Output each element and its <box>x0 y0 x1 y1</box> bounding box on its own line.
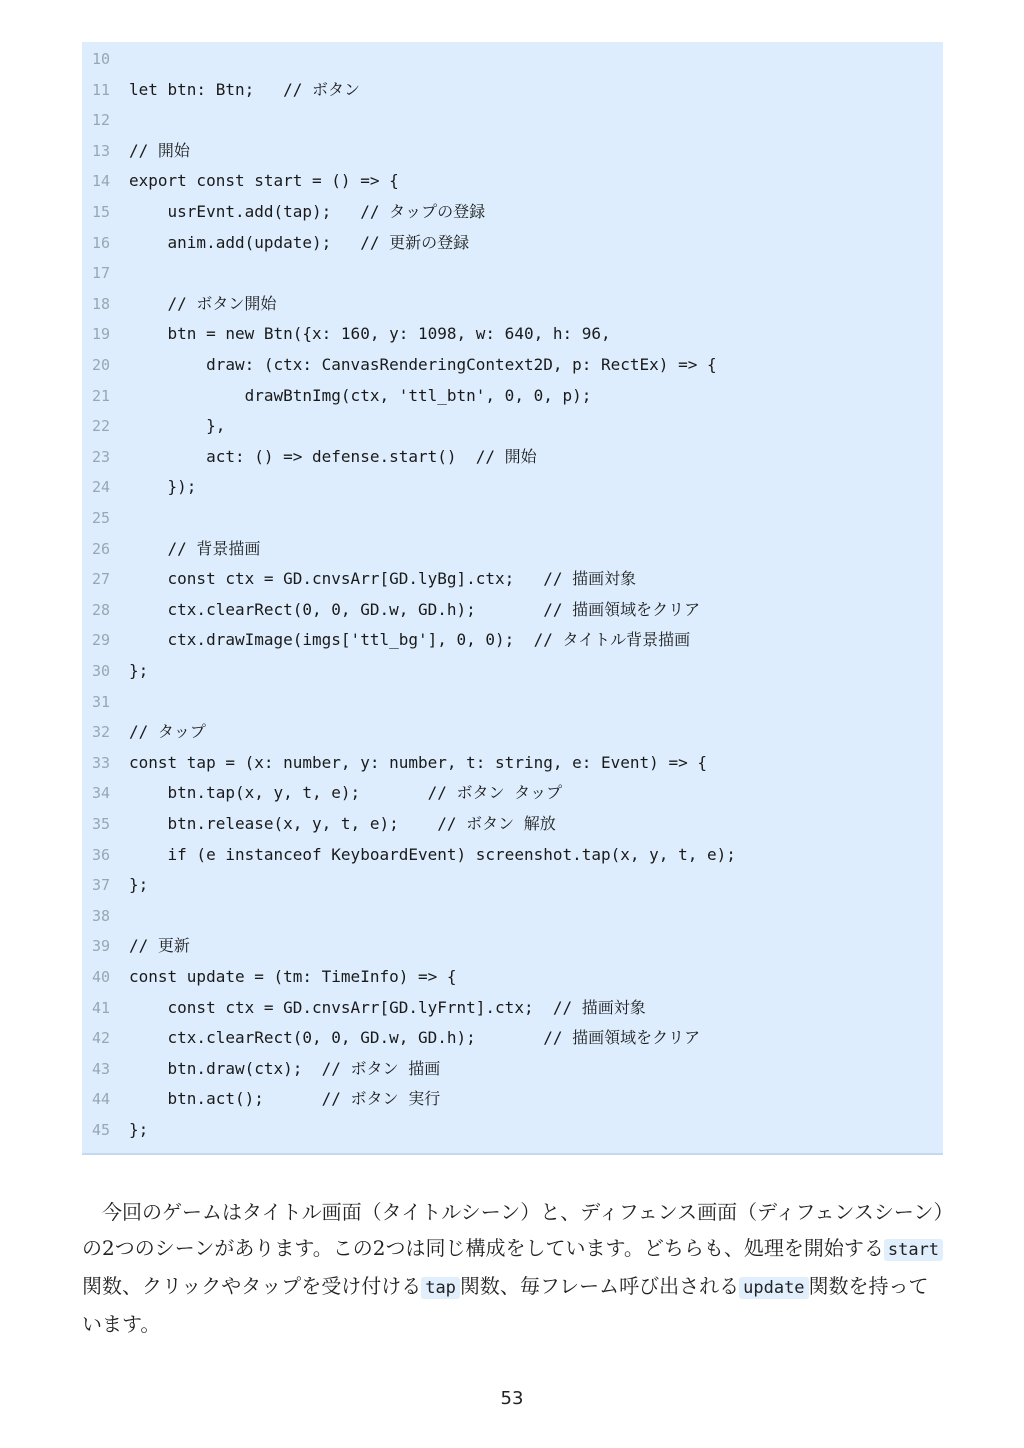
code-text: // ボタン開始 <box>129 293 277 313</box>
line-number: 37 <box>92 876 111 895</box>
code-text: anim.add(update); // 更新の登録 <box>129 232 470 252</box>
line-number: 30 <box>92 662 111 680</box>
line-number: 14 <box>92 172 111 191</box>
line-number: 27 <box>92 570 111 589</box>
code-line <box>82 595 943 625</box>
code-text: ctx.clearRect(0, 0, GD.w, GD.h); // 描画領域をクリア <box>129 1028 701 1048</box>
paragraph-text: 関数、毎フレーム呼び出される <box>459 1274 740 1298</box>
line-number: 17 <box>92 264 111 283</box>
line-number: 44 <box>92 1090 111 1109</box>
line-number: 10 <box>92 50 111 68</box>
code-line <box>82 656 943 686</box>
code-text: const tap = (x: number, y: number, t: string, e: Event) => { <box>129 752 707 772</box>
code-line <box>82 1054 943 1084</box>
line-number: 12 <box>92 111 111 130</box>
code-line <box>82 105 943 135</box>
code-text: btn.tap(x, y, t, e); // ボタン タップ <box>129 783 563 803</box>
code-text: draw: (ctx: CanvasRenderingContext2D, p: RectEx) => { <box>129 355 717 374</box>
code-line <box>82 258 943 288</box>
code-text: }; <box>129 661 149 680</box>
code-line <box>82 717 943 747</box>
body-paragraph <box>82 1194 944 1342</box>
code-line <box>82 166 943 196</box>
code-text: // 更新 <box>129 936 190 956</box>
inline-code-tap: tap <box>421 1277 460 1299</box>
code-line <box>82 411 943 441</box>
code-line <box>82 442 943 472</box>
code-line <box>82 136 943 166</box>
line-number: 28 <box>92 600 111 619</box>
code-line <box>82 1115 943 1145</box>
code-text: if (e instanceof KeyboardEvent) screenshot.tap(x, y, t, e); <box>129 844 736 864</box>
line-number: 21 <box>92 386 111 405</box>
inline-code-start: start <box>884 1239 943 1261</box>
code-line <box>82 472 943 502</box>
line-number: 16 <box>92 233 111 252</box>
line-number: 34 <box>92 784 111 803</box>
line-number: 43 <box>92 1059 111 1078</box>
line-number: 13 <box>92 141 111 160</box>
code-text: drawBtnImg(ctx, 'ttl_btn', 0, 0, p); <box>129 385 592 405</box>
code-text: const ctx = GD.cnvsArr[GD.lyBg].ctx; // 描画対象 <box>129 569 637 589</box>
code-line <box>82 625 943 655</box>
page-number: 53 <box>500 1388 524 1409</box>
line-number: 22 <box>92 417 111 436</box>
code-line <box>82 197 943 227</box>
code-text: export const start = () => { <box>129 171 399 191</box>
code-line <box>82 778 943 808</box>
code-line <box>82 350 943 380</box>
paragraph-text: 関数を持っています。 <box>82 1274 929 1336</box>
code-text: }, <box>129 416 226 436</box>
line-number: 40 <box>92 968 111 986</box>
line-number: 24 <box>92 478 111 497</box>
code-text: }); <box>129 477 197 497</box>
code-line <box>82 289 943 319</box>
line-number: 19 <box>92 325 111 344</box>
code-line <box>82 1023 943 1053</box>
line-number: 29 <box>92 631 111 650</box>
code-text: }; <box>129 1120 149 1139</box>
line-number: 36 <box>92 845 111 864</box>
code-line <box>82 319 943 349</box>
paragraph-text: 関数、クリックやタップを受け付ける <box>82 1274 422 1298</box>
line-number: 42 <box>92 1029 111 1048</box>
code-line <box>82 993 943 1023</box>
code-text: const ctx = GD.cnvsArr[GD.lyFrnt].ctx; // 描画対象 <box>129 997 646 1017</box>
code-line <box>82 840 943 870</box>
code-line <box>82 75 943 105</box>
code-block <box>82 42 943 1155</box>
code-text: const update = (tm: TimeInfo) => { <box>129 967 457 986</box>
code-line <box>82 809 943 839</box>
code-text: btn.draw(ctx); // ボタン 描画 <box>129 1058 441 1078</box>
code-text: }; <box>129 875 149 895</box>
line-number: 20 <box>92 356 111 374</box>
code-text: btn = new Btn({x: 160, y: 1098, w: 640, h: 96, <box>129 324 611 344</box>
code-text: usrEvnt.add(tap); // タップの登録 <box>129 202 486 221</box>
code-line <box>82 870 943 900</box>
code-text: act: () => defense.start() // 開始 <box>129 446 537 466</box>
line-number: 25 <box>92 509 111 527</box>
line-number: 33 <box>92 753 111 772</box>
code-text: ctx.clearRect(0, 0, GD.w, GD.h); // 描画領域をクリア <box>129 599 701 619</box>
line-number: 38 <box>92 906 111 925</box>
code-text: ctx.drawImage(imgs['ttl_bg'], 0, 0); // タイトル背景描画 <box>129 630 691 650</box>
paragraph-text: 今回のゲームはタイトル画面（タイトルシーン）と、ディフェンス画面（ディフェンスシーン）の2つのシーンがあります。この2つは同じ構成をしています。どちらも、処理を開始する <box>82 1200 944 1260</box>
code-line <box>82 901 943 931</box>
code-text: // 背景描画 <box>129 538 261 558</box>
code-text: // タップ <box>129 722 206 742</box>
line-number: 35 <box>92 815 111 833</box>
code-line <box>82 962 943 992</box>
line-number: 26 <box>92 539 111 558</box>
code-line <box>82 44 943 74</box>
code-text: btn.act(); // ボタン 実行 <box>129 1089 441 1109</box>
line-number: 11 <box>92 80 111 99</box>
line-number: 39 <box>92 937 111 956</box>
inline-code-update: update <box>739 1277 808 1299</box>
line-number: 31 <box>92 692 111 711</box>
line-number: 15 <box>92 203 111 221</box>
code-line <box>82 687 943 717</box>
line-number: 45 <box>92 1121 111 1139</box>
code-text: btn.release(x, y, t, e); // ボタン 解放 <box>129 814 556 833</box>
code-line <box>82 564 943 594</box>
line-number: 41 <box>92 998 111 1017</box>
code-line <box>82 228 943 258</box>
line-number: 18 <box>92 294 111 313</box>
code-text: // 開始 <box>129 140 190 160</box>
code-line <box>82 1084 943 1114</box>
line-number: 32 <box>92 723 111 742</box>
code-line <box>82 748 943 778</box>
code-line <box>82 503 943 533</box>
code-line <box>82 381 943 411</box>
code-line <box>82 931 943 961</box>
line-number: 23 <box>92 447 111 466</box>
code-text: let btn: Btn; // ボタン <box>129 79 361 99</box>
code-line <box>82 534 943 564</box>
